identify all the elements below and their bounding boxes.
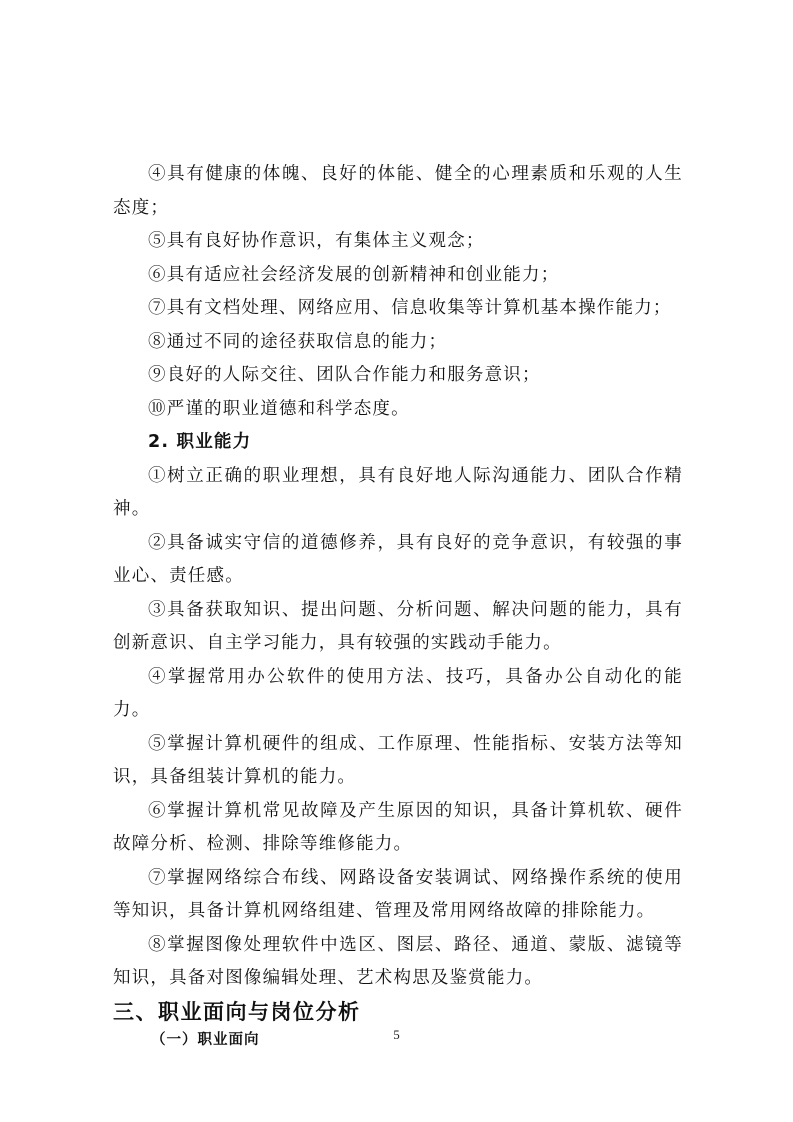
paragraph-computer-skills: ⑦具有文档处理、网络应用、信息收集等计算机基本操作能力； [148, 298, 672, 318]
paragraph-health: ④具有健康的体魄、良好的体能、健全的心理素质和乐观的人生态度； [113, 164, 683, 218]
paragraph-ability-8: ⑧掌握图像处理软件中选区、图层、路径、通道、蒙版、滤镜等知识，具备对图像编辑处理、艺术构思及鉴赏能力。 [113, 934, 683, 988]
paragraph-cooperation: ⑤具有良好协作意识，有集体主义观念； [148, 231, 485, 251]
paragraph-ability-7: ⑦掌握网络综合布线、网路设备安装调试、网络操作系统的使用等知识，具备计算机网络组建、管理及常用网络故障的排除能力。 [113, 867, 683, 921]
paragraph-ability-2: ②具备诚实守信的道德修养，具有良好的竞争意识，有较强的事业心、责任感。 [113, 532, 683, 586]
subheading-vocational-ability: 2. 职业能力 [148, 432, 252, 452]
paragraph-ability-4: ④掌握常用办公软件的使用方法、技巧，具备办公自动化的能力。 [113, 666, 683, 720]
paragraph-interpersonal: ⑨良好的人际交往、团队合作能力和服务意识； [148, 365, 541, 385]
page-number: 5 [393, 1027, 400, 1042]
paragraph-information: ⑧通过不同的途径获取信息的能力； [148, 331, 448, 352]
page-content [113, 158, 683, 1052]
paragraph-ability-1: ①树立正确的职业理想，具有良好地人际沟通能力、团队合作精神。 [113, 465, 683, 519]
paragraph-ability-5: ⑤掌握计算机硬件的组成、工作原理、性能指标、安装方法等知识，具备组装计算机的能力。 [113, 733, 683, 787]
paragraph-innovation: ⑥具有适应社会经济发展的创新精神和创业能力； [148, 264, 560, 285]
paragraph-ability-3: ③具备获取知识、提出问题、分析问题、解决问题的能力，具有创新意识、自主学习能力，具有较强的实践动手能力。 [113, 599, 683, 653]
paragraph-ability-6: ⑥掌握计算机常见故障及产生原因的知识，具备计算机软、硬件故障分析、检测、排除等维修能力。 [113, 800, 683, 854]
subsection-heading: （一）职业面向 [151, 1031, 260, 1048]
section-heading: 三、职业面向与岗位分析 [113, 999, 361, 1024]
paragraph-ethics: ⑩严谨的职业道德和科学态度。 [148, 398, 410, 419]
